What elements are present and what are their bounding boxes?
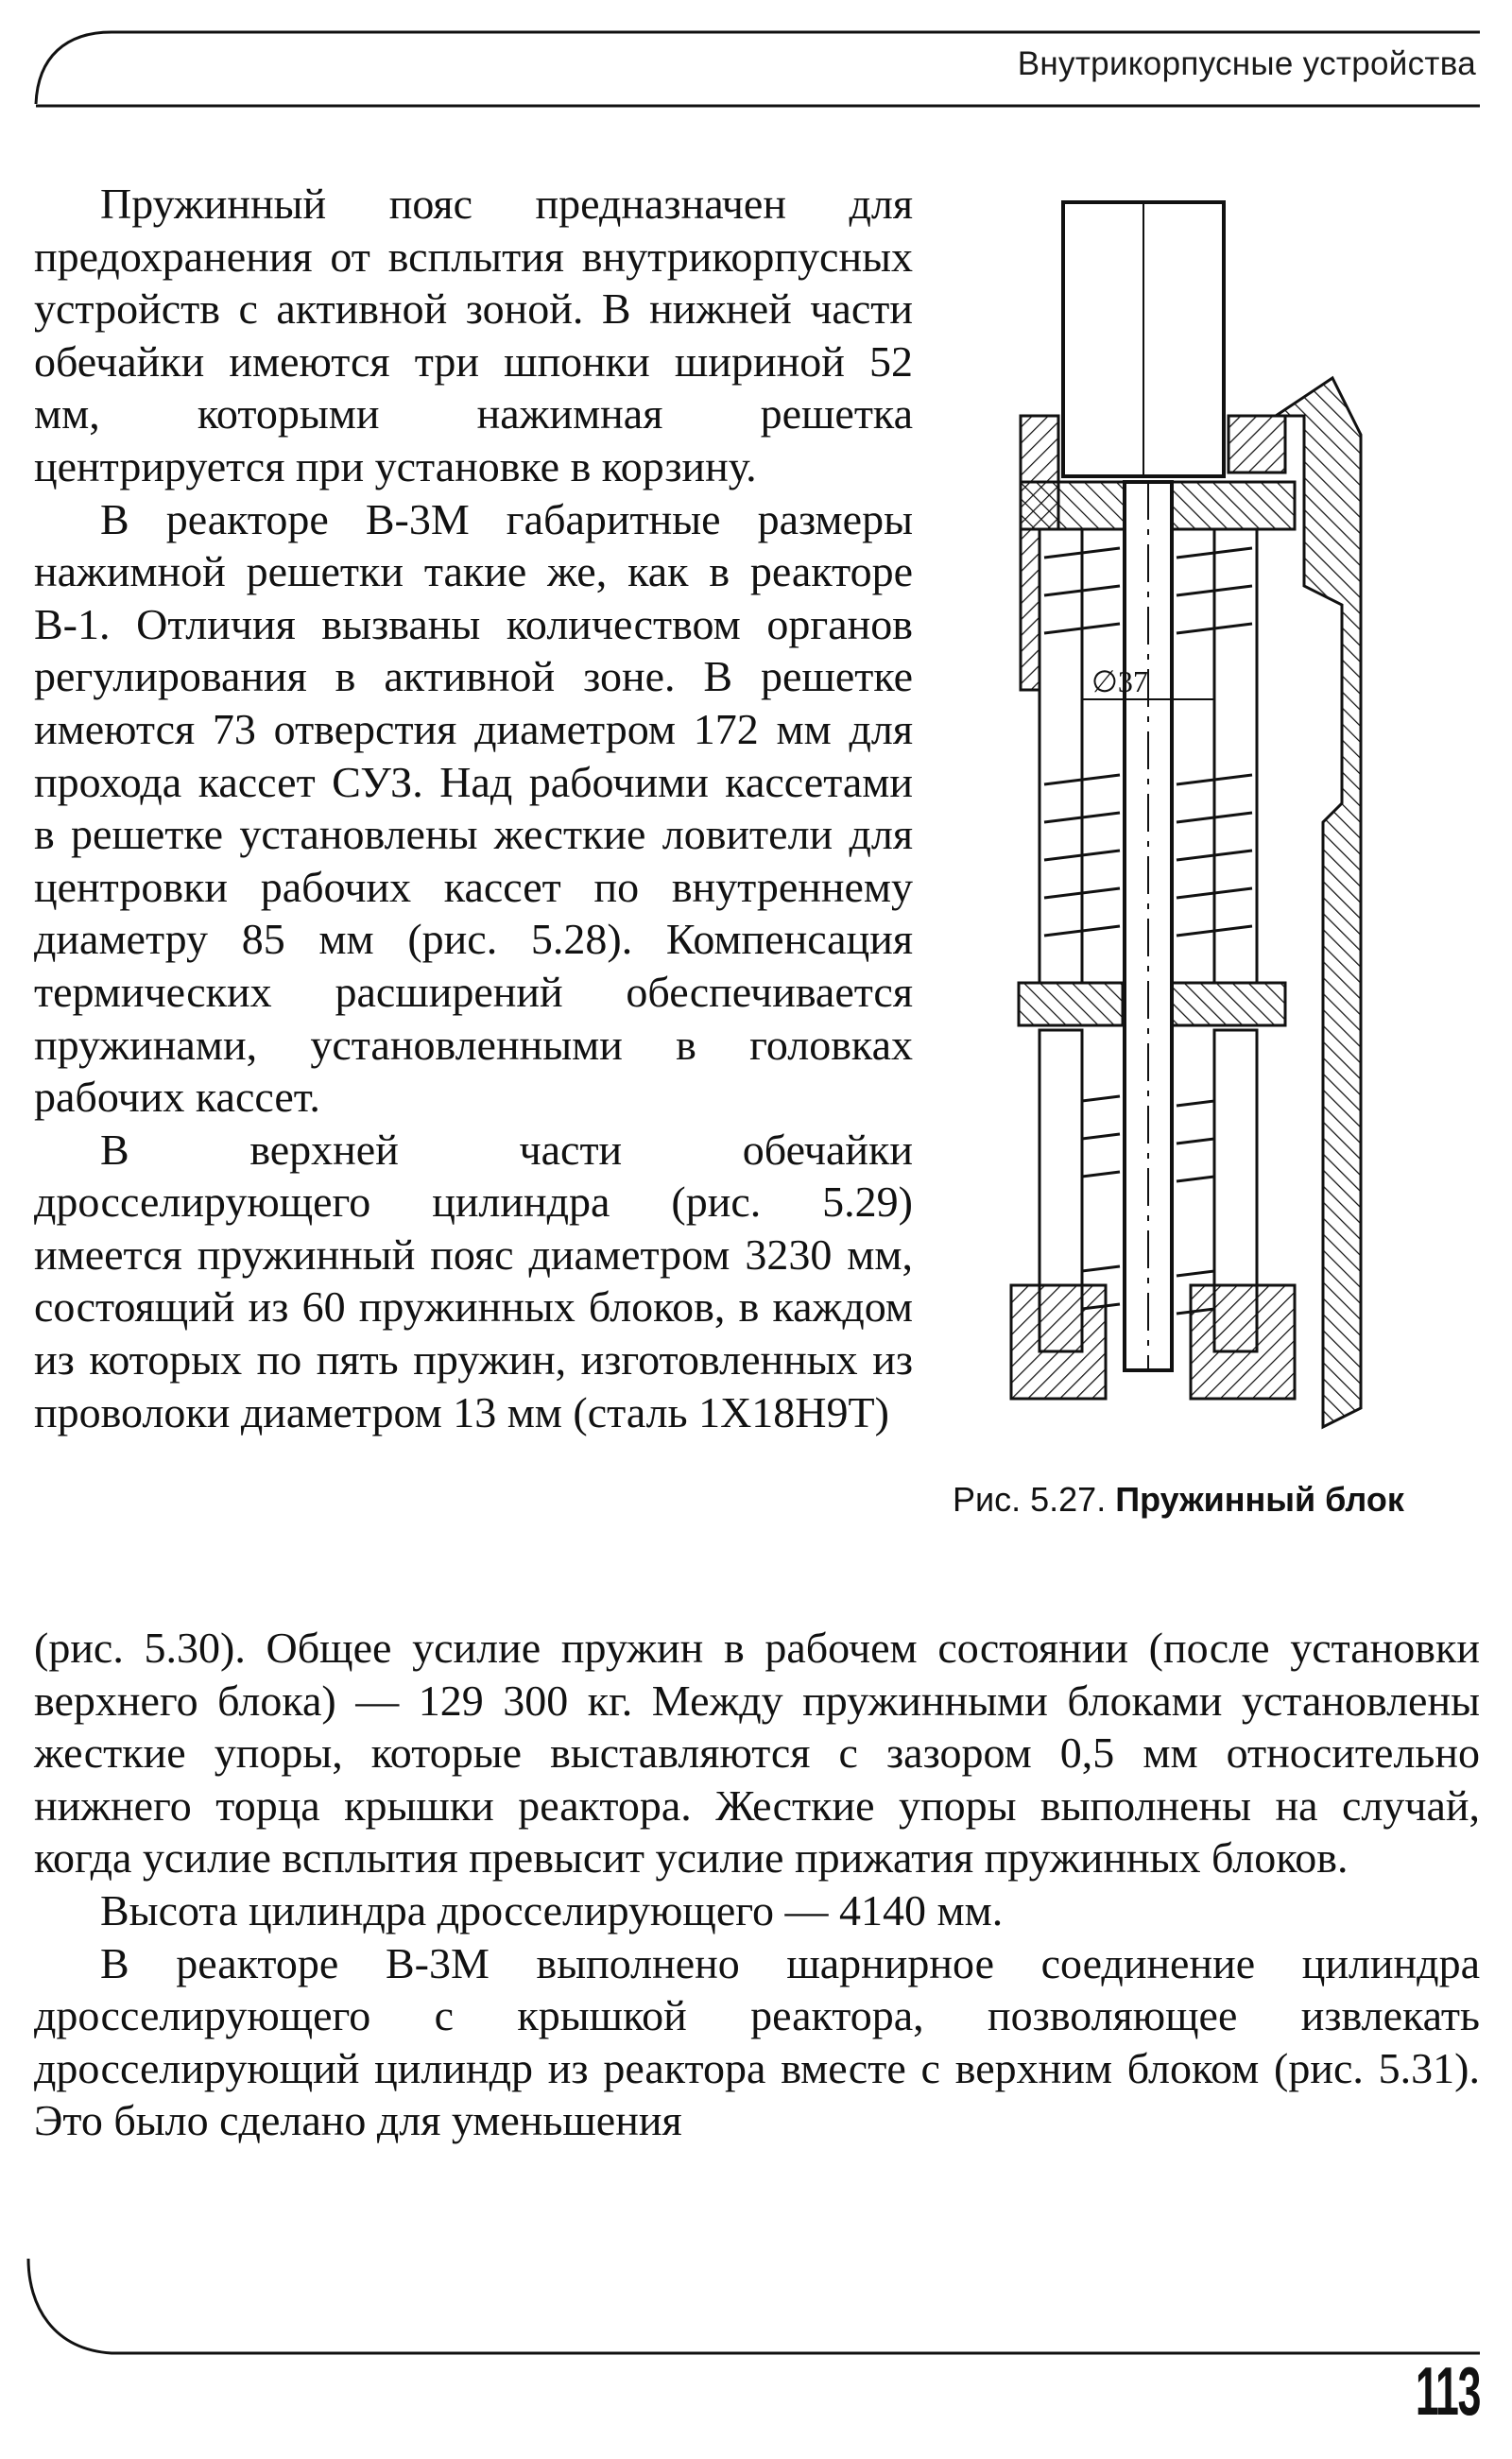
paragraph: В верхней части обечайки дросселирующего цилиндра (рис. 5.29) имеется пружинный пояс диаметром 3230 мм, состоящий из 60 пружинных блоков, в каждом из которых по пять пружин, изготовленных из проволоки диаметром 13 мм (сталь 1Х18Н9Т): [34, 1125, 913, 1436]
caption-title: Пружинный блок: [1115, 1480, 1404, 1519]
caption-number: Рис. 5.27.: [953, 1480, 1107, 1519]
page-number: 113: [1415, 2354, 1480, 2430]
paragraph: Высота цилиндра дросселирующего — 4140 мм.: [100, 1885, 1004, 1935]
paragraph: В реакторе В-3М выполнено шарнирное соединение цилиндра дросселирующего с крышкой реактора, позволяющее извлекать дросселирующий цилиндр из реактора вместе с верхним блоком (рис. 5.31). Это было сделано для уменьшения: [34, 1938, 1480, 2145]
section-title: Внутрикорпусные устройства: [1017, 45, 1476, 82]
paragraph: (рис. 5.30). Общее усилие пружин в рабочем состоянии (после установки верхнего блока) — 129 300 кг. Между пружинными блоками установлены жесткие упоры, которые выставляются с зазором 0,5 мм относительно нижнего торца крышки реактора. Жесткие упоры выполнены на случай, когда усилие всплытия превысит усилие прижатия пружинных блоков.: [34, 1624, 1480, 1883]
dimension-label: ∅37: [1091, 664, 1148, 698]
text-column: [34, 178, 913, 1438]
paragraph: В реакторе В-3М габаритные размеры нажимной решетки такие же, как в реакторе В-1. Отличия вызваны количеством органов регулирования в активной зоне. В решетке имеются 73 отверстия диаметром 172 мм для прохода кассет СУЗ. Над рабочими кассетами в решетке установлены жесткие ловители для центровки рабочих кассет по внутреннему диаметру 85 мм (рис. 5.28). Компенсация термических расширений обеспечивается пружинами, установленными в головках рабочих кассет.: [34, 494, 913, 1122]
paragraph: Пружинный пояс предназначен для предохранения от всплытия внутрикорпусных устройств с активной зоной. В нижней части обечайки имеются три шпонки шириной 52 мм, которыми нажимная решетка центрируется при установке в корзину.: [34, 180, 913, 490]
figure-caption: [953, 1480, 1482, 1520]
spring-block-drawing: [992, 198, 1408, 1465]
text-full-width: [34, 1622, 1480, 2147]
